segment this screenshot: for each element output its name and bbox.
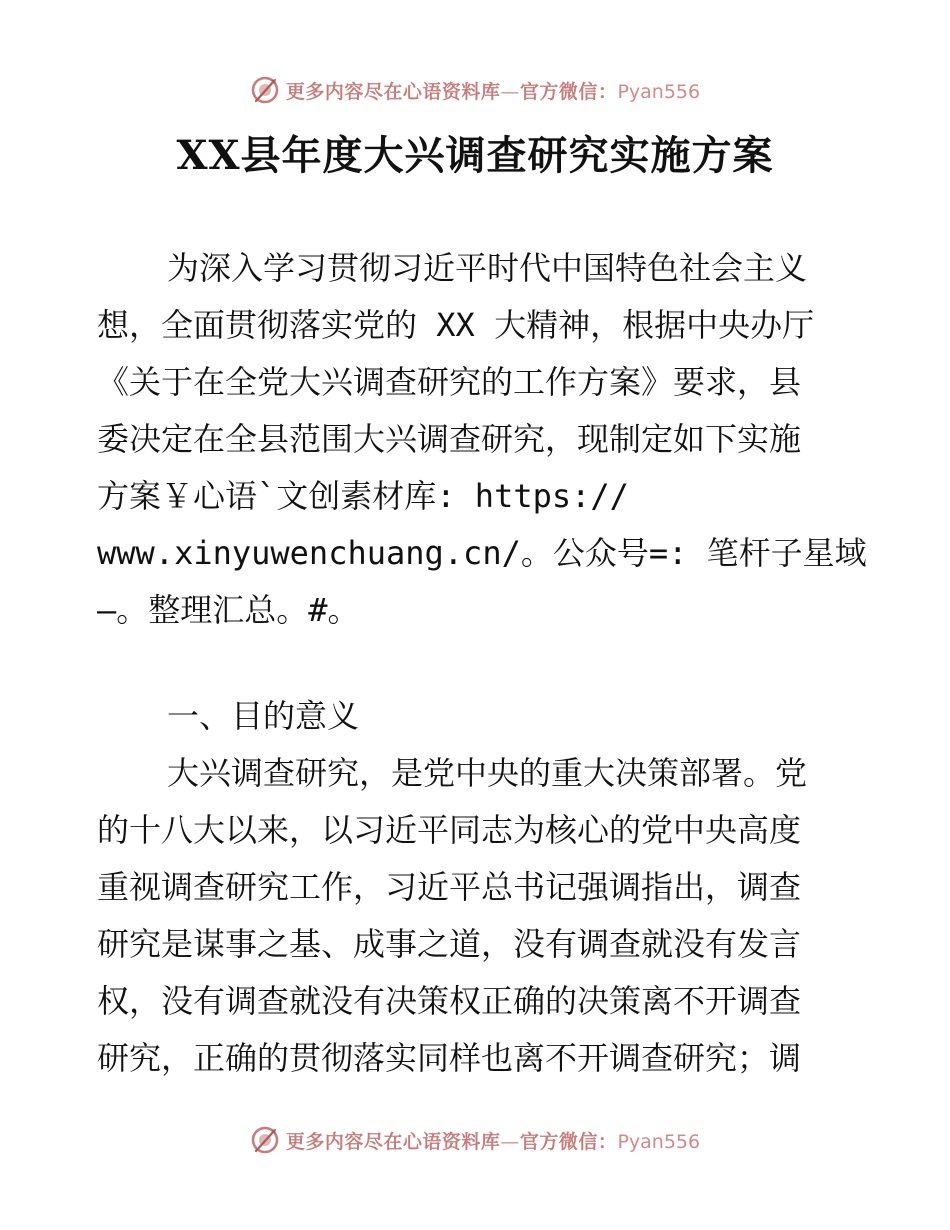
paragraph-line: 委决定在全县范围大兴调查研究，现制定如下实施 bbox=[97, 420, 802, 458]
section-heading bbox=[97, 688, 857, 745]
section-heading-text: 一、目的意义 bbox=[167, 697, 360, 735]
paragraph-line: 《关于在全党大兴调查研究的工作方案》要求，县 bbox=[97, 363, 802, 401]
paragraph-line: 权，没有调查就没有决策权正确的决策离不开调查 bbox=[97, 982, 802, 1020]
paragraph-line: 研究，正确的贯彻落实同样也离不开调查研究；调 bbox=[97, 1039, 802, 1077]
paragraph-line: 想，全面贯彻落实党的 XX 大精神，根据中央办厅 bbox=[97, 306, 815, 344]
paragraph-line: 为深入学习贯彻习近平时代中国特色社会主义 bbox=[167, 249, 808, 287]
watermark-main: 更多内容尽在心语资料库 bbox=[285, 1130, 501, 1153]
watermark-wechat-label: 官方微信： bbox=[519, 80, 618, 103]
header-watermark bbox=[0, 72, 950, 108]
watermark-wechat-label: 官方微信： bbox=[519, 1130, 618, 1153]
watermark-text bbox=[286, 1127, 700, 1154]
paragraph-line: 研究是谋事之基、成事之道，没有调查就没有发言 bbox=[97, 925, 802, 963]
watermark-separator: — bbox=[500, 1130, 520, 1153]
paragraph-line: —。整理汇总。#。 bbox=[97, 591, 360, 629]
paragraph-line: 重视调查研究工作，习近平总书记强调指出，调查 bbox=[97, 868, 802, 906]
watermark-wechat-id: Pyan556 bbox=[617, 80, 701, 103]
paragraph-line: 大兴调查研究，是党中央的重大决策部署。党 bbox=[167, 754, 808, 792]
purpose-paragraph bbox=[97, 745, 857, 1087]
watermark-main: 更多内容尽在心语资料库 bbox=[285, 80, 501, 103]
document-title: XX县年度大兴调查研究实施方案 bbox=[176, 132, 774, 179]
watermark-wechat-id: Pyan556 bbox=[617, 1130, 701, 1153]
watermark-separator: — bbox=[500, 80, 520, 103]
quill-seal-icon bbox=[250, 1125, 280, 1155]
paragraph-line: 方案￥心语`文创素材库: https:// bbox=[97, 477, 629, 515]
quill-seal-icon bbox=[250, 75, 280, 105]
watermark-text bbox=[286, 77, 700, 104]
paragraph-line: 的十八大以来，以习近平同志为核心的党中央高度 bbox=[97, 811, 802, 849]
paragraph-line: www.xinyuwenchuang.cn/。公众号=: 笔杆子星域 bbox=[97, 534, 867, 572]
footer-watermark bbox=[0, 1122, 950, 1158]
intro-paragraph bbox=[97, 240, 867, 639]
